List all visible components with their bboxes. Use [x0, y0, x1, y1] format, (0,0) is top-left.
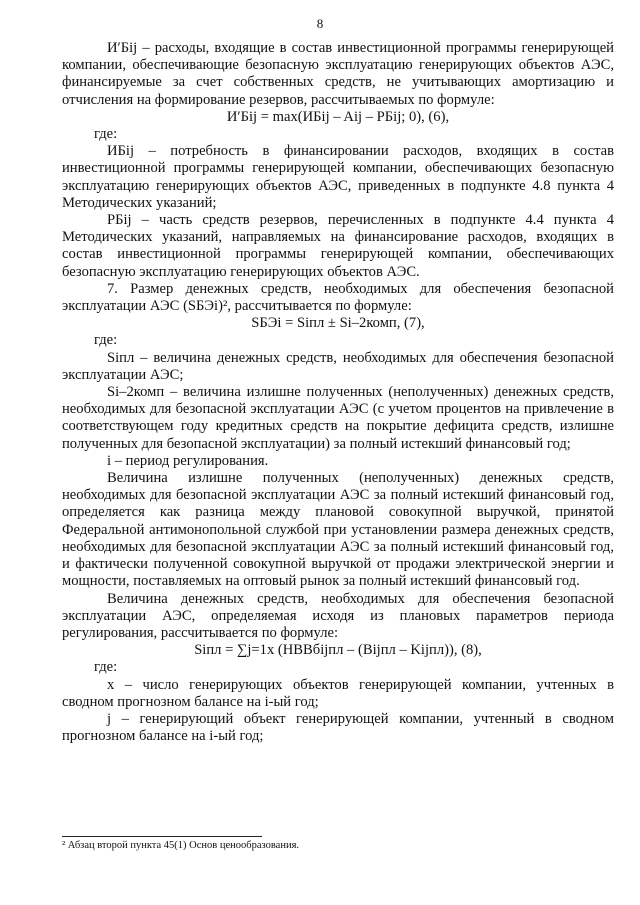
paragraph-planned-amount: Величина денежных средств, необходимых для обеспечения безопасной эксплуатации АЭС, определяемая исходя из плановых параметров периода регулирования, рассчитывается по формуле: [62, 590, 614, 641]
paragraph-x-definition: x – число генерирующих объектов генерирующей компании, учтенных в сводном прогнозном балансе на i-ый год; [62, 676, 614, 710]
paragraph-planned-funds: Siпл – величина денежных средств, необходимых для обеспечения безопасной эксплуатации АЭС; [62, 349, 614, 383]
where-label: где: [94, 126, 118, 143]
paragraph-j-definition: j – генерирующий объект генерирующей компании, учтенный в сводном прогнозном балансе на i-ый год; [62, 710, 614, 745]
paragraph-excess-funds: Величина излишне полученных (неполученных) денежных средств, необходимых для безопасной эксплуатации АЭС за полный истекший финансовый год, определяется как разница между плановой совокупной выручкой, принятой Федеральной антимонопольной службой при установлении размера денежных средств, необходимых для безопасной эксплуатации АЭС за полный истекший финансовый год, и фактически полученной совокупной выручкой от продажи электрической энергии и мощности, поставляемых на оптовый рынок за полный истекший финансовый год. [62, 470, 614, 590]
where-label: где: [94, 332, 118, 349]
formula-7: SБЭi = Siпл ± Si–2комп, (7), [251, 315, 425, 332]
paragraph-expenses-definition: И′Бij – расходы, входящие в состав инвестиционной программы генерирующей компании, обеспечивающие безопасную эксплуатацию генерирующих объектов АЭС, финансируемые за счет собственных средств, не учитывающих амортизацию и отчисления на формирование резервов, рассчитываемых по формуле: [62, 40, 614, 108]
where-label: где: [94, 659, 118, 676]
paragraph-item-7: 7. Размер денежных средств, необходимых для обеспечения безопасной эксплуатации АЭС (SБЭi)², рассчитывается по формуле: [62, 280, 614, 315]
page-number: 8 [316, 16, 324, 31]
body-text [62, 40, 614, 745]
footnote: ² Абзац второй пункта 45(1) Основ ценообразования. [62, 840, 300, 851]
paragraph-reserve-funds: PБij – часть средств резервов, перечисленных в подпункте 4.4 пункта 4 Методических указаний, направляемых на финансирование расходов, входящих в состав инвестиционной программы генерирующей компании, обеспечивающих безопасную эксплуатацию генерирующих объектов АЭС. [62, 212, 614, 280]
paragraph-regulation-period: i – период регулирования. [107, 452, 269, 469]
footnote-divider [62, 836, 262, 837]
formula-6: И′Бij = max(ИБij – Aij – PБij; 0), (6), [226, 108, 450, 125]
paragraph-compensation-funds: Si–2комп – величина излишне полученных (неполученных) денежных средств, необходимых для безопасной эксплуатации АЭС (с учетом процентов на привлечение в соответствующем году кредитных средств на покрытие дефицита средств, излишне полученных для безопасной эксплуатации) за полный истекший финансовый год; [62, 384, 614, 452]
formula-8: Siпл = ∑j=1x (НВВбijпл – (Bijпл – Kijпл)), (8), [194, 642, 482, 659]
paragraph-financing-need: ИБij – потребность в финансировании расходов, входящих в состав инвестиционной программы генерирующей компании, обеспечивающих безопасную эксплуатацию генерирующих объектов АЭС, приведенных в подпункте 4.8 пункта 4 Методических указаний; [62, 143, 614, 211]
